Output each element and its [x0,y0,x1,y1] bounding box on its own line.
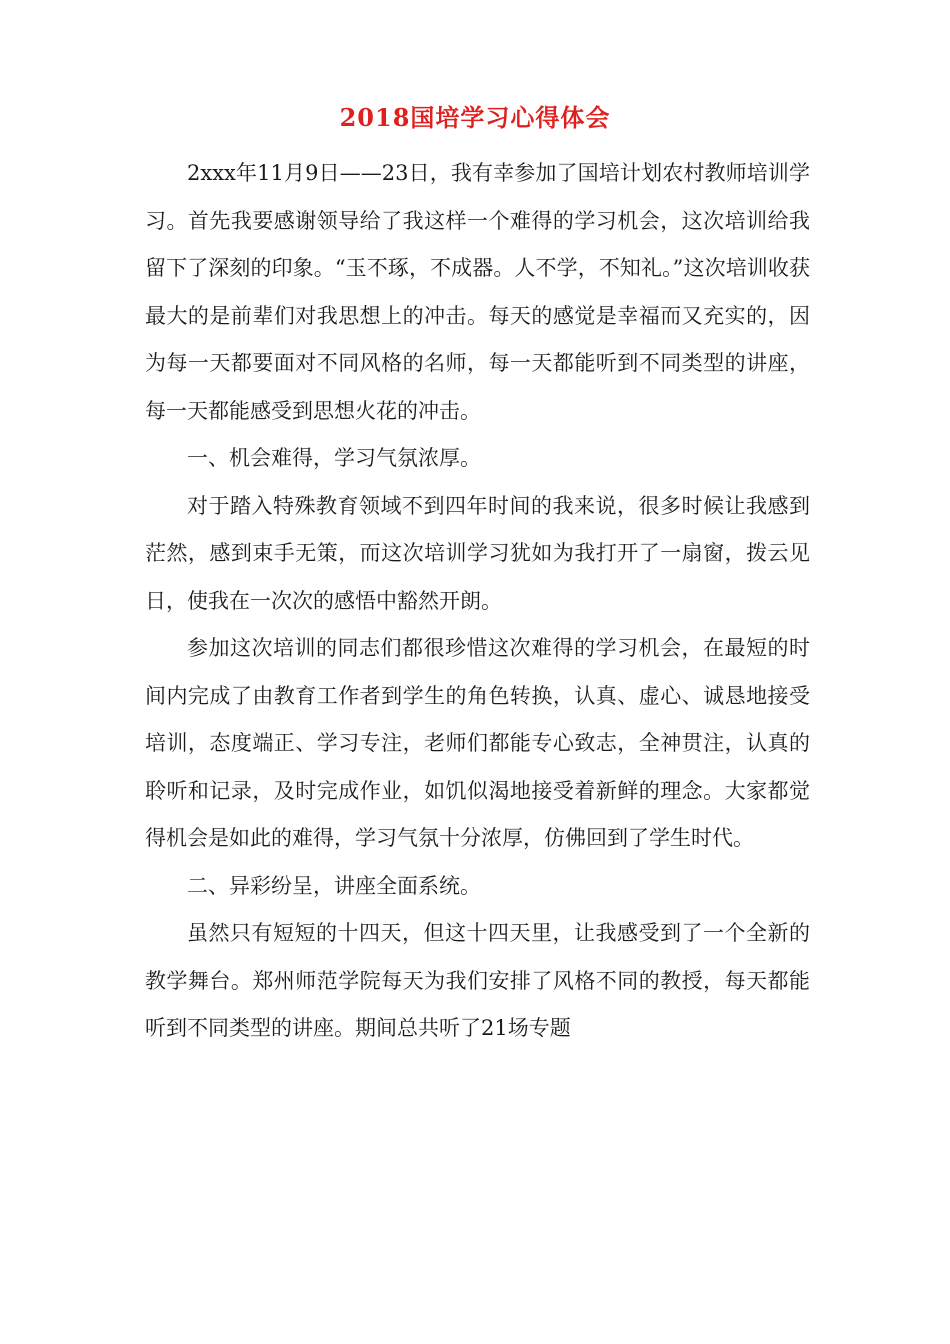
paragraph-section1-b: 参加这次培训的同志们都很珍惜这次难得的学习机会，在最短的时间内完成了由教育工作者到学生的角色转换，认真、虚心、诚恳地接受培训，态度端正、学习专注，老师们都能专心致志，全神贯注，认真的聆听和记录，及时完成作业，如饥似渴地接受着新鲜的理念。大家都觉得机会是如此的难得，学习气氛十分浓厚，仿佛回到了学生时代。 [145,636,810,850]
document-title: 2018国培学习心得体会 [339,103,611,132]
paragraph-section1-a: 对于踏入特殊教育领域不到四年时间的我来说，很多时候让我感到茫然，感到束手无策，而这次培训学习犹如为我打开了一扇窗，拨云见日，使我在一次次的感悟中豁然开朗。 [145,493,810,613]
paragraph-intro: 2xxx年11月9日——23日，我有幸参加了国培计划农村教师培训学习。首先我要感谢领导给了我这样一个难得的学习机会，这次培训给我留下了深刻的印象。“玉不琢，不成器。人不学，不知礼。”这次培训收获最大的是前辈们对我思想上的冲击。每天的感觉是幸福而又充实的，因为每一天都要面对不同风格的名师，每一天都能听到不同类型的讲座，每一天都能感受到思想火花的冲击。 [145,161,810,423]
section-heading-2: 二、异彩纷呈，讲座全面系统。 [187,873,481,898]
paragraph-section2-a: 虽然只有短短的十四天，但这十四天里，让我感受到了一个全新的教学舞台。郑州师范学院每天为我们安排了风格不同的教授，每天都能听到不同类型的讲座。期间总共听了21场专题 [145,921,810,1040]
section-heading-1: 一、机会难得，学习气氛浓厚。 [187,446,481,470]
document-body [145,150,810,1053]
